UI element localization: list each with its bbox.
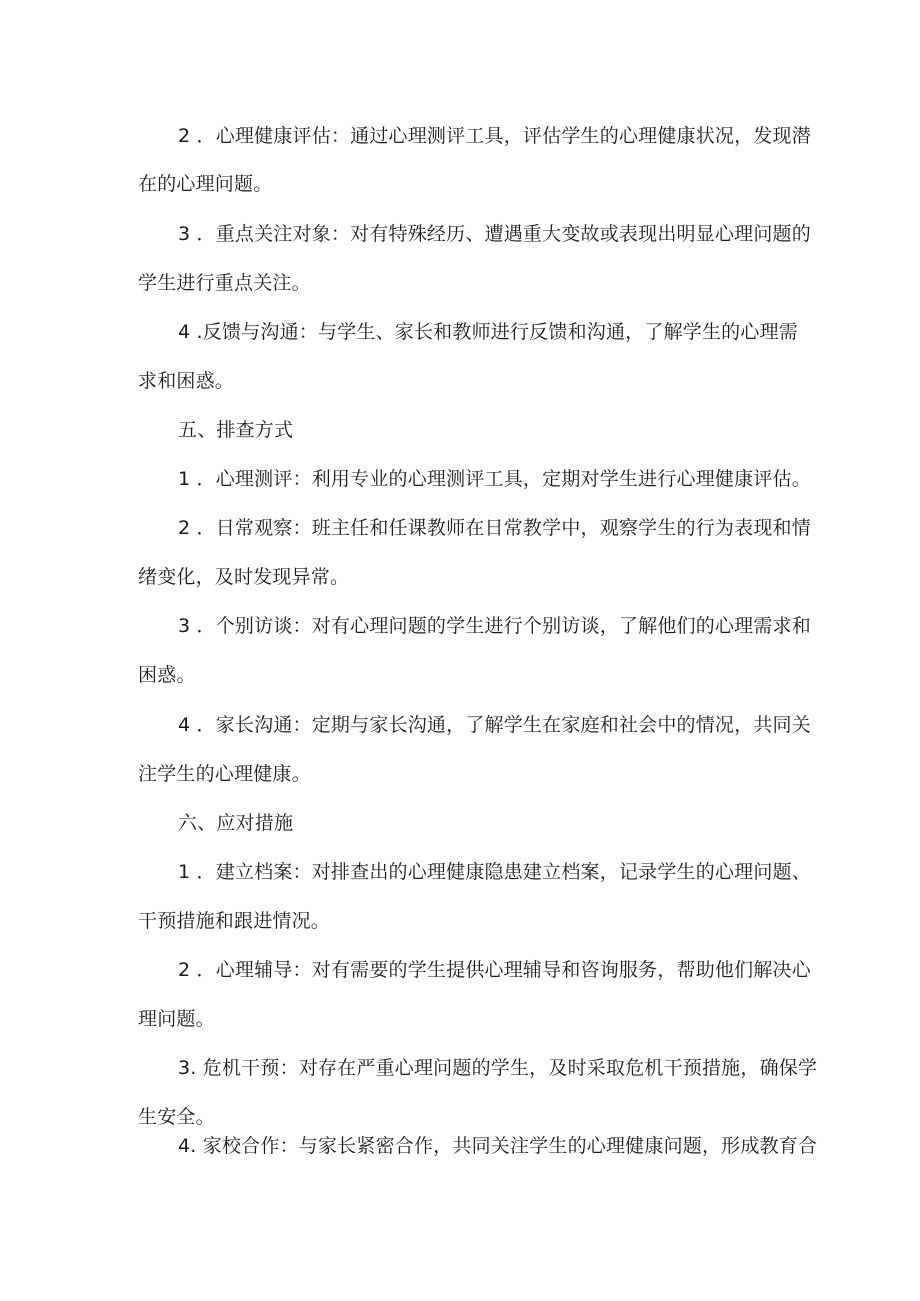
paragraph-line: 学生进行重点关注。 xyxy=(138,272,311,294)
paragraph-line: 绪变化，及时发现异常。 xyxy=(138,566,350,588)
paragraph-line: 干预措施和跟进情况。 xyxy=(138,910,331,932)
paragraph-line: 3. 危机干预：对存在严重心理问题的学生，及时采取危机干预措施，确保学 xyxy=(178,1057,818,1079)
paragraph-line: 1 ．建立档案：对排查出的心理健康隐患建立档案，记录学生的心理问题、 xyxy=(178,861,811,883)
paragraph-line: 1 ．心理测评：利用专业的心理测评工具，定期对学生进行心理健康评估。 xyxy=(178,468,811,490)
paragraph-line: 求和困惑。 xyxy=(138,370,235,392)
paragraph-line: 注学生的心理健康。 xyxy=(138,763,311,785)
paragraph-line: 3 ．个别访谈：对有心理问题的学生进行个别访谈，了解他们的心理需求和 xyxy=(178,615,811,637)
section-heading: 五、排查方式 xyxy=(178,419,294,441)
paragraph-line: 在的心理问题。 xyxy=(138,173,273,195)
paragraph-line: 2 ．心理健康评估：通过心理测评工具，评估学生的心理健康状况，发现潜 xyxy=(178,125,811,147)
paragraph-line: 3 ．重点关注对象：对有特殊经历、遭遇重大变故或表现出明显心理问题的 xyxy=(178,223,811,245)
paragraph-line: 4. 家校合作：与家长紧密合作，共同关注学生的心理健康问题，形成教育合 xyxy=(178,1135,818,1157)
paragraph-line: 生安全。 xyxy=(138,1106,215,1128)
paragraph-line: 2 ．日常观察：班主任和任课教师在日常教学中，观察学生的行为表现和情 xyxy=(178,517,811,539)
paragraph-line: 4 .反馈与沟通：与学生、家长和教师进行反馈和沟通，了解学生的心理需 xyxy=(178,321,798,343)
paragraph-line: 理问题。 xyxy=(138,1008,215,1030)
paragraph-line: 2 ．心理辅导：对有需要的学生提供心理辅导和咨询服务，帮助他们解决心 xyxy=(178,959,811,981)
paragraph-line: 困惑。 xyxy=(138,664,196,686)
section-heading: 六、应对措施 xyxy=(178,812,294,834)
paragraph-line: 4 ．家长沟通：定期与家长沟通，了解学生在家庭和社会中的情况，共同关 xyxy=(178,714,811,736)
